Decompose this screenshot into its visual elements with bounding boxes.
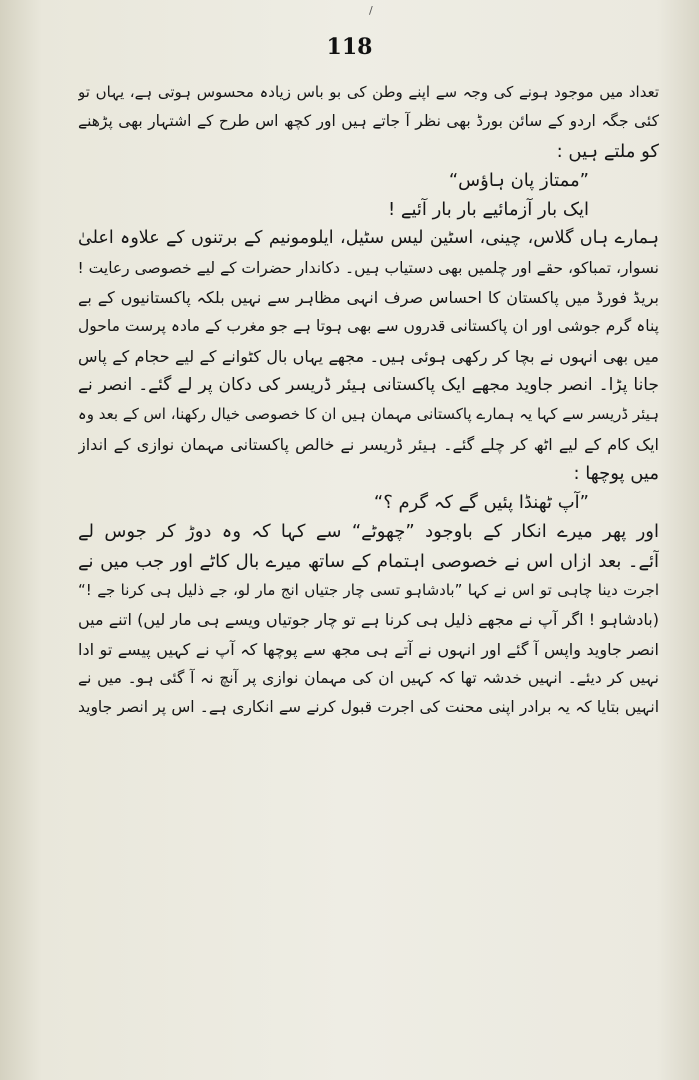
text-line: پناہ گرم جوشی اور ان پاکستانی قدروں سے بھی ہوتا ہے جو مغرب کے مادہ پرست ماحول bbox=[78, 317, 659, 336]
text-line: ایک کام کے لیے اٹھ کر چلے گئے۔ ہیئر ڈریسر نے خالص پاکستانی مہمان نوازی کے انداز bbox=[78, 434, 659, 454]
text-line: نہیں کر دیئے۔ انہیں خدشہ تھا کہ کہیں ان کی مہمان نوازی پر آنچ نہ آ گئی ہو۔ میں نے bbox=[78, 668, 659, 687]
text-line: ہیئر ڈریسر سے کہا یہ ہمارے پاکستانی مہمان ہیں ان کا خصوصی خیال رکھنا، اس کے بعد وہ bbox=[78, 405, 659, 424]
body-text bbox=[78, 78, 659, 723]
text-line: بریڈ فورڈ میں پاکستان کا احساس صرف انہی مظاہر سے نہیں بلکہ پاکستانیوں کے بے bbox=[78, 288, 659, 308]
margin-mark: / bbox=[369, 4, 373, 17]
text-line: کو ملتے ہیں : bbox=[556, 140, 659, 162]
quoted-heading: ”ممتاز پان ہاؤس“ bbox=[448, 169, 589, 191]
text-line: اجرت دینا چاہی تو اس نے کہا ”بادشاہو تسی چار جتیاں انج مار لو، جے ذلیل ہی کرنا جے !“ bbox=[78, 581, 659, 600]
text-line: آئے۔ بعد ازاں اس نے خصوصی اہتمام کے ساتھ میرے بال کاٹے اور جب میں نے bbox=[78, 550, 659, 572]
text-line: ہمارے ہاں گلاس، چینی، اسٹین لیس سٹیل، ایلومونیم کے برتنوں کے علاوہ اعلیٰ bbox=[78, 228, 659, 249]
quoted-question: ”آپ ٹھنڈا پئیں گے کہ گرم ؟“ bbox=[373, 492, 589, 514]
text-line: جانا پڑا۔ انصر جاوید مجھے ایک پاکستانی ہیئر ڈریسر کی دکان پر لے گئے۔ انصر نے bbox=[78, 374, 659, 395]
text-line: تعداد میں موجود ہونے کی وجہ سے اپنے وطن کی بو باس زیادہ محسوس ہوتی ہے، یہاں تو bbox=[78, 83, 659, 101]
text-line: (بادشاہو ! اگر آپ نے مجھے ذلیل ہی کرنا ہے تو چار جوتیاں ویسے ہی مار لیں) اتنے میں bbox=[78, 610, 659, 630]
text-line: نسوار، تمباکو، حقے اور چلمیں بھی دستیاب ہیں۔ دکاندار حضرات کے لیے خصوصی رعایت ! bbox=[78, 258, 659, 277]
quoted-slogan: ایک بار آزمائیے بار بار آئیے ! bbox=[387, 199, 589, 221]
text-line: میں بھی انہوں نے بچا کر رکھی ہوئی ہیں۔ مجھے یہاں بال کٹوانے کے لیے حجام کے پاس bbox=[78, 346, 659, 366]
text-line: اور پھر میرے انکار کے باوجود ”چھوٹے“ سے کہا کہ وہ دوڑ کر جوس لے bbox=[78, 521, 659, 543]
text-line: انہیں بتایا کہ یہ برادر اپنی محنت کی اجرت قبول کرنے سے انکاری ہے۔ اس پر انصر جاوید bbox=[78, 698, 659, 717]
page-number: 118 bbox=[326, 34, 373, 60]
text-line: کئی جگہ اردو کے سائن بورڈ بھی نظر آ جاتے ہیں اور کچھ اس طرح کے اشتہار بھی پڑھنے bbox=[78, 112, 659, 131]
text-line: انصر جاوید واپس آ گئے اور انہوں نے آتے ہی مجھ سے پوچھا کہ آپ نے کہیں پیسے تو ادا bbox=[78, 639, 659, 659]
text-line: میں پوچھا : bbox=[573, 462, 659, 484]
